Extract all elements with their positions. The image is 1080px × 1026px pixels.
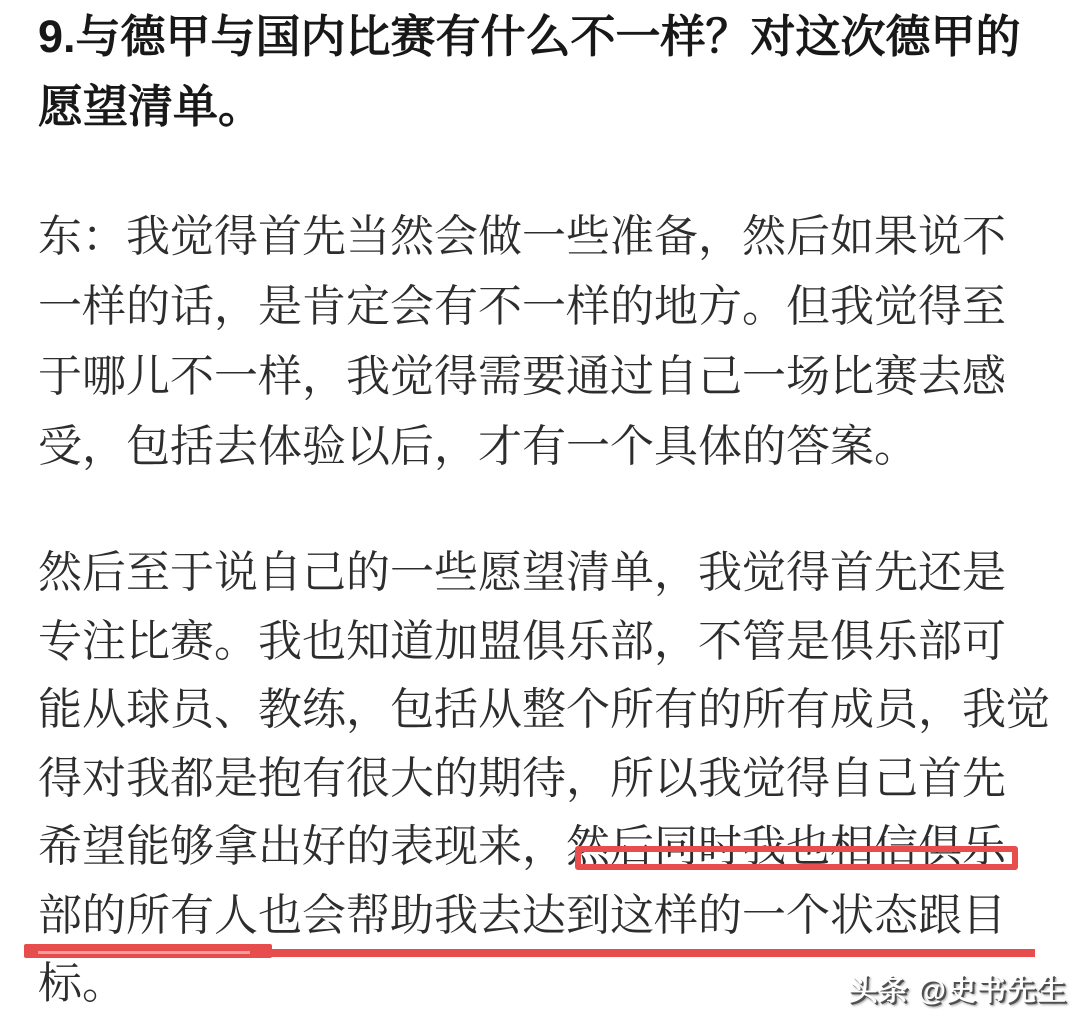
text-line: 于哪儿不一样，我觉得需要通过自己一场比赛去感 [38, 352, 1006, 401]
text-line: 部的所有人也会帮助我去达到这样的一个状态跟目 [38, 890, 1006, 940]
toutiao-watermark: 头条 @史书先生 [848, 975, 1067, 1007]
question-heading [38, 2, 1048, 142]
answer-paragraph-1 [38, 202, 1048, 482]
text-line: 得对我都是抱有很大的期待，所以我觉得自己首先 [38, 753, 1006, 803]
text-line: 一样的话，是肯定会有不一样的地方。但我觉得至 [38, 282, 1006, 331]
text-line: 然后至于说自己的一些愿望清单，我觉得首先还是 [38, 548, 1006, 597]
text-line: 受，包括去体验以后，才有一个具体的答案。 [38, 422, 918, 471]
text-line: 东：我觉得首先当然会做一些准备，然后如果说不 [38, 212, 1006, 261]
text-line: 能从球员、教练，包括从整个所有的所有成员，我觉 [38, 685, 1050, 734]
text-line: 标。 [38, 959, 126, 1008]
text-line: 希望能够拿出好的表现来，然后同时我也相信俱乐 [38, 822, 1006, 871]
underline-annotation-highlight-gap [38, 951, 250, 954]
text-line: 专注比赛。我也知道加盟俱乐部，不管是俱乐部可 [38, 616, 1006, 666]
heading-line: 9.与德甲与国内比赛有什么不一样？对这次德甲的 [38, 11, 1021, 62]
underline-annotation-thin-segment [262, 949, 1035, 957]
highlight-box-annotation [575, 846, 1018, 870]
heading-line: 愿望清单。 [38, 81, 264, 132]
